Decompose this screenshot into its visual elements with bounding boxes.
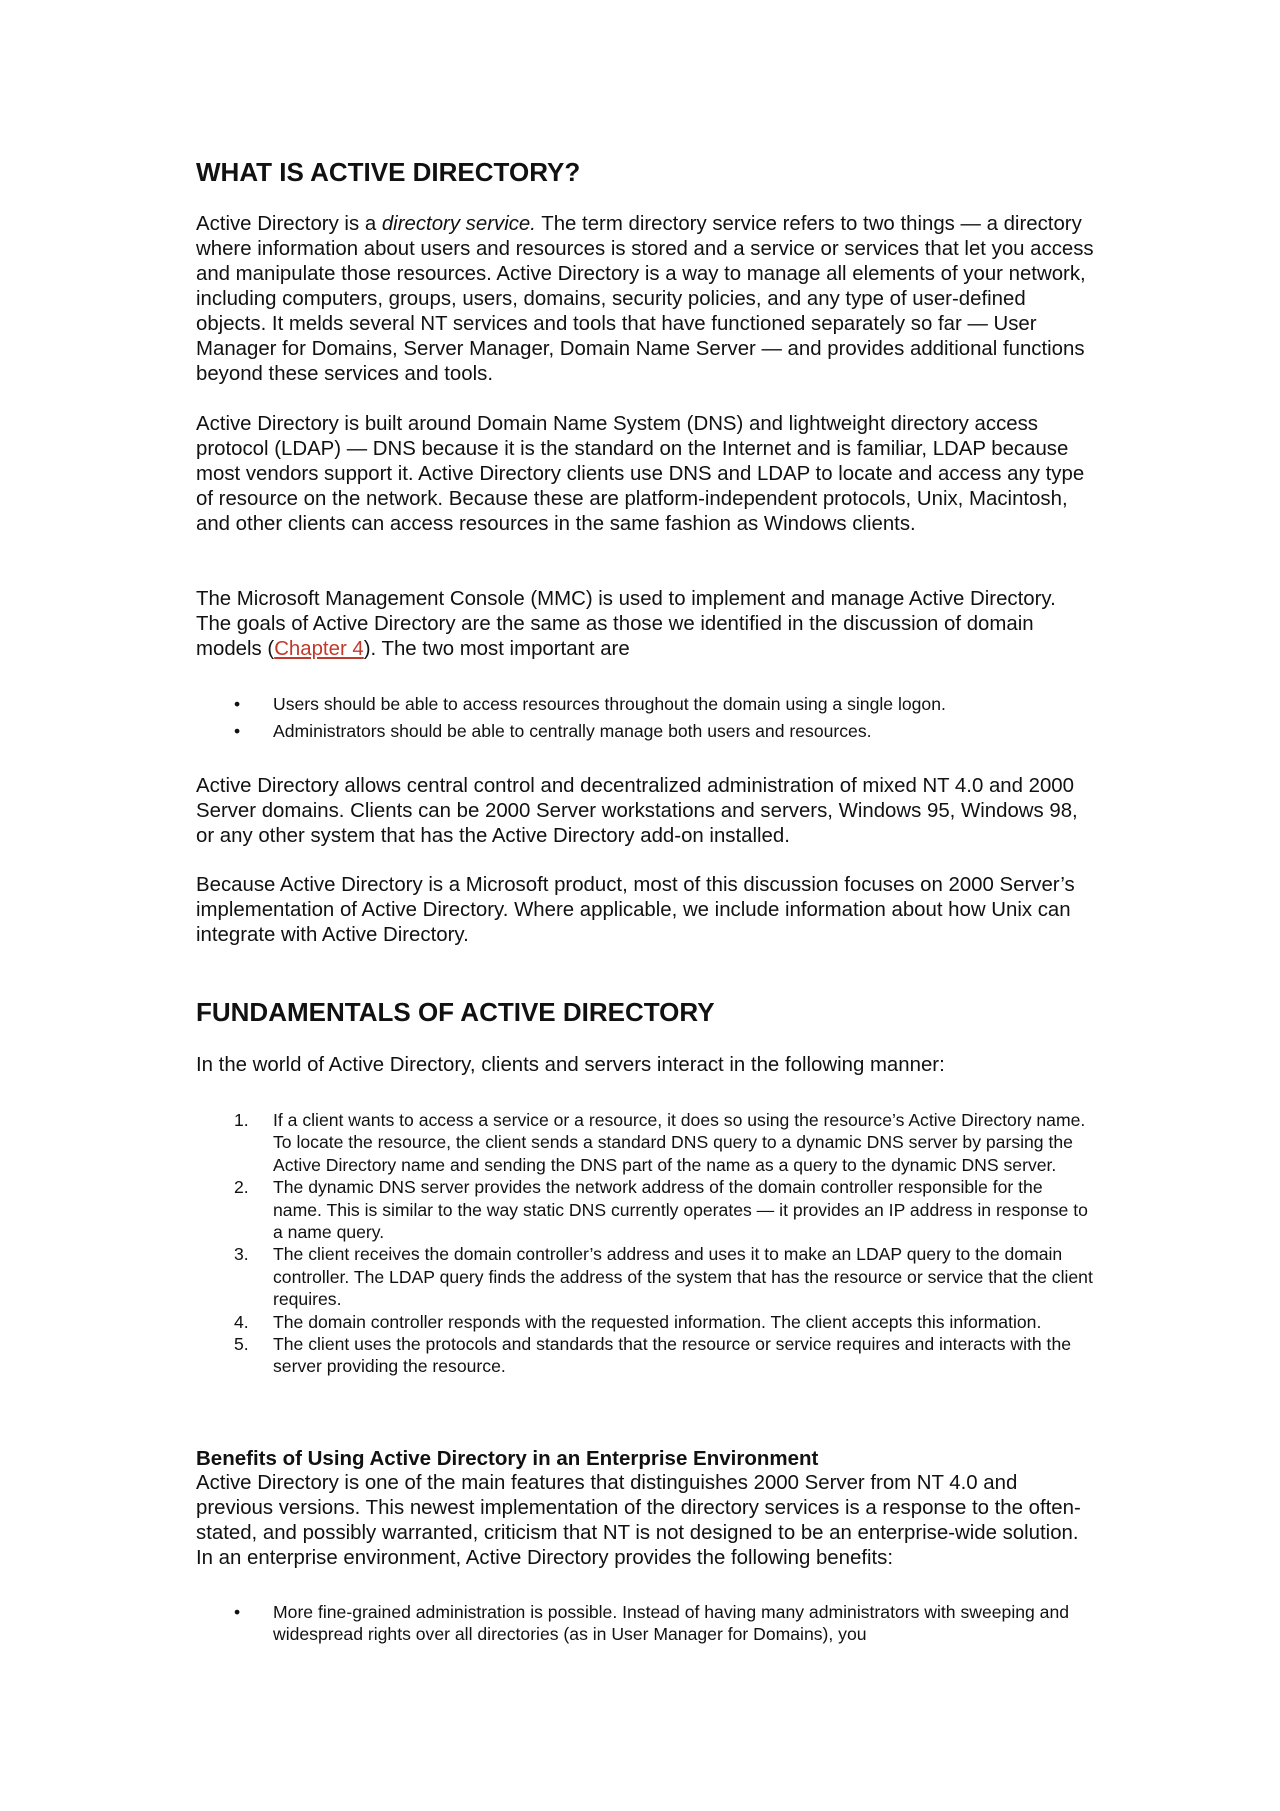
step-text: The domain controller responds with the requested information. The client accepts this information. [273, 1311, 1042, 1332]
paragraph-mmc [196, 587, 1096, 662]
paragraph-fundamentals-intro: In the world of Active Directory, clients and servers interact in the following manner: [196, 1054, 945, 1076]
list-item [196, 1333, 1096, 1378]
step-text: The dynamic DNS server provides the network address of the domain controller responsible for the name. This is similar to the way static DNS currently operates — it provides an IP address in response to a name query. [273, 1177, 1088, 1243]
subsection-title-benefits: Benefits of Using Active Directory in an Enterprise Environment [196, 1447, 819, 1470]
benefits-bullet-list [196, 1601, 1096, 1646]
intro-emphasis: directory service. [381, 213, 536, 235]
interaction-steps-list [196, 1109, 1096, 1378]
paragraph-intro [196, 212, 1096, 387]
step-number: 5. [234, 1334, 249, 1355]
step-number: 4. [234, 1311, 249, 1332]
section-title-what-is-ad: WHAT IS ACTIVE DIRECTORY? [196, 157, 581, 187]
list-item [196, 1109, 1096, 1176]
bullet-text: Users should be able to access resources throughout the domain using a single logon. [273, 694, 946, 714]
intro-text-rest: The term directory service refers to two things — a directory where information about users and resources is stored and a service or services that let you access and manipulate those resources. Active Directory is a way to manage all elements of your network, including computers, groups, users, domains, security policies, and any type of user-defined objects. It melds several NT services and tools that have functioned separately so far — User Manager for Domains, Server Manager, Domain Name Server — and provides additional functions beyond these services and tools. [196, 213, 1094, 385]
mmc-text-end: ). The two most important are [363, 638, 630, 660]
paragraph-central-control: Active Directory allows central control and decentralized administration of mixed NT 4.0 and 2000 Server domains. Clients can be 2000 Server workstations and servers, Windows 95, Windows 98, or any other system that has the Active Directory add-on installed. [196, 775, 1078, 847]
paragraph-microsoft-product: Because Active Directory is a Microsoft product, most of this discussion focuses on 2000 Server’s implementation of Active Directory. Where applicable, we include information about how Unix can integrate with Active Directory. [196, 874, 1075, 946]
list-item [196, 718, 1096, 745]
paragraph-dns-ldap: Active Directory is built around Domain Name System (DNS) and lightweight directory access protocol (LDAP) — DNS because it is the standard on the Internet and is familiar, LDAP because most vendors support it. Active Directory clients use DNS and LDAP to locate and access any type of resource on the network. Because these are platform-independent protocols, Unix, Macintosh, and other clients can access resources in the same fashion as Windows clients. [196, 413, 1085, 535]
bullet-icon: • [234, 1602, 241, 1622]
step-number: 2. [234, 1177, 249, 1198]
list-item [196, 1601, 1096, 1646]
list-item [196, 691, 1096, 718]
section-title-fundamentals: FUNDAMENTALS OF ACTIVE DIRECTORY [196, 997, 715, 1027]
goals-bullet-list [196, 691, 1096, 744]
step-number: 3. [234, 1244, 249, 1265]
intro-text-start: Active Directory is a [196, 213, 382, 235]
list-item [196, 1311, 1096, 1333]
list-item [196, 1176, 1096, 1243]
bullet-icon: • [234, 720, 241, 741]
step-number: 1. [234, 1110, 249, 1130]
bullet-text: More fine-grained administration is possible. Instead of having many administrators with sweeping and widespread rights over all directories (as in User Manager for Domains), you [273, 1602, 1070, 1645]
list-item [196, 1243, 1096, 1310]
step-text: The client uses the protocols and standards that the resource or service requires and interacts with the server providing the resource. [273, 1334, 1072, 1377]
bullet-icon: • [234, 694, 241, 714]
paragraph-benefits: Active Directory is one of the main features that distinguishes 2000 Server from NT 4.0 and previous versions. This newest implementation of the directory services is a response to the often-stated, and possibly warranted, criticism that NT is not designed to be an enterprise-wide solution. In an enterprise environment, Active Directory provides the following benefits: [196, 1472, 1081, 1569]
mmc-text-start: The Microsoft Management Console (MMC) is used to implement and manage Active Directory. The goals of Active Directory are the same as those we identified in the discussion of domain models ( [196, 588, 1056, 660]
step-text: The client receives the domain controller’s address and uses it to make an LDAP query to the domain controller. The LDAP query finds the address of the system that has the resource or service that the client requires. [273, 1244, 1093, 1310]
chapter-4-link[interactable]: Chapter 4 [274, 638, 364, 660]
bullet-text: Administrators should be able to centrally manage both users and resources. [273, 720, 872, 741]
step-text: If a client wants to access a service or a resource, it does so using the resource’s Active Directory name. To locate the resource, the client sends a standard DNS query to a dynamic DNS server by parsing the Active Directory name and sending the DNS part of the name as a query to the dynamic DNS server. [273, 1110, 1086, 1175]
